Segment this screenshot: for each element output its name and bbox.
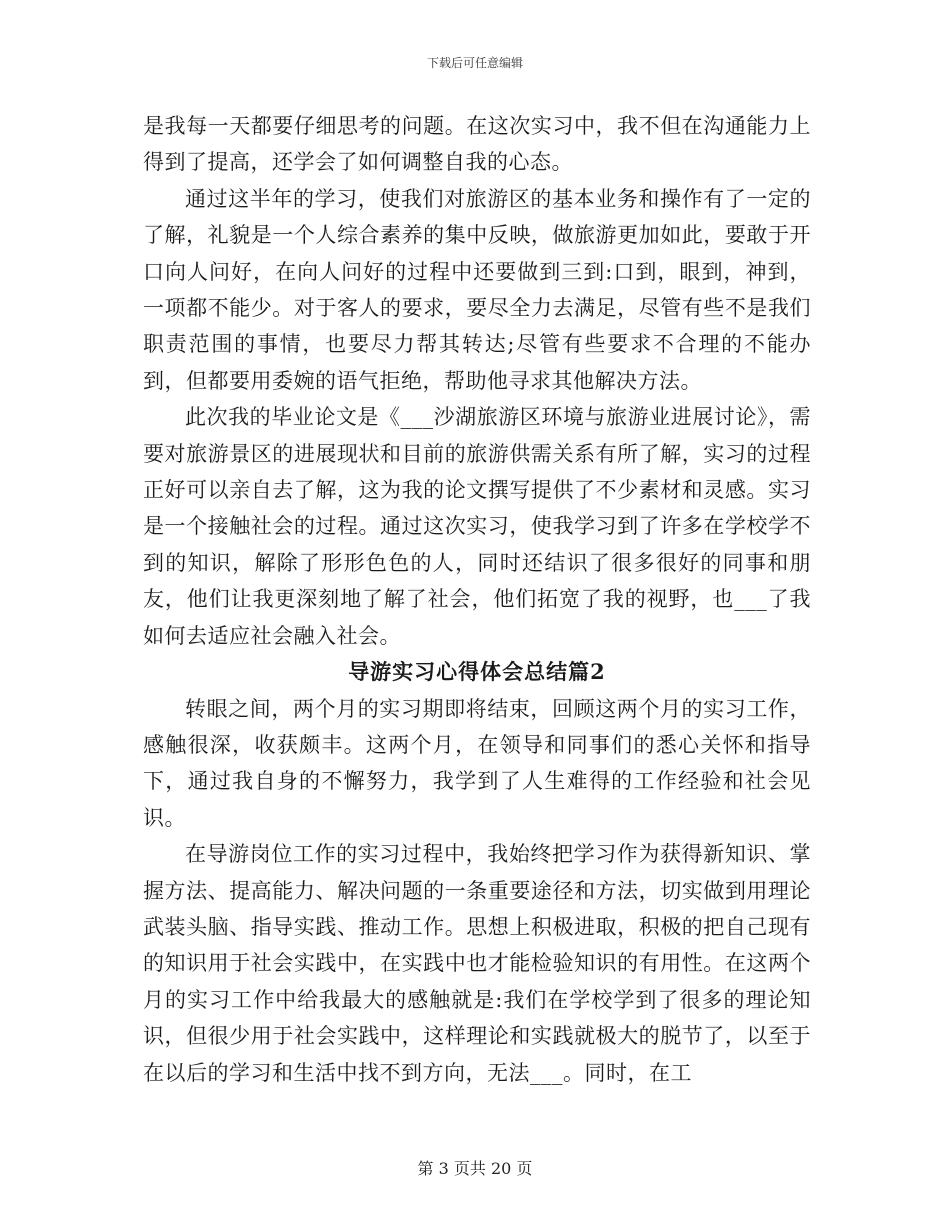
section-title: 导游实习心得体会总结篇2 xyxy=(348,659,606,685)
paragraph-continuation: 是我每一天都要仔细思考的问题。在这次实习中，我不但在沟通能力上得到了提高，还学会了如何调整自我的心态。 xyxy=(143,114,811,175)
document-body xyxy=(143,108,811,1091)
page-number: 第 3 页共 20 页 xyxy=(417,1159,533,1178)
paragraph-etiquette: 通过这半年的学习，使我们对旅游区的基本业务和操作有了一定的了解，礼貌是一个人综合素养的集中反映，做旅游更加如此，要敢于开口向人问好，在向人问好的过程中还要做到三到:口到，眼到，神到，一项都不能少。对于客人的要求，要尽全力去满足，尽管有些不是我们职责范围的事情，也要尽力帮其转达;尽管有些要求不合理的不能办到，但都要用委婉的语气拒绝，帮助他寻求其他解决方法。 xyxy=(143,186,811,393)
paragraph-learning: 在导游岗位工作的实习过程中，我始终把学习作为获得新知识、掌握方法、提高能力、解决问题的一条重要途径和方法，切实做到用理论武装头脑、指导实践、推动工作。思想上积极进取，积极的把自己现有的知识用于社会实践中，在实践中也才能检验知识的有用性。在这两个月的实习工作中给我最大的感触就是:我们在学校学到了很多的理论知识，但很少用于社会实践中，这样理论和实践就极大的脱节了，以至于在以后的学习和生活中找不到方向，无法___。同时，在工 xyxy=(143,842,811,1085)
paragraph-thesis: 此次我的毕业论文是《___沙湖旅游区环境与旅游业进展讨论》，需要对旅游景区的进展现状和目前的旅游供需关系有所了解，实习的过程正好可以亲自去了解，这为我的论文撰写提供了不少素材和灵感。实习是一个接触社会的过程。通过这次实习，使我学习到了许多在学校学不到的知识，解除了形形色色的人，同时还结识了很多很好的同事和朋友，他们让我更深刻地了解了社会，他们拓宽了我的视野，也___了我如何去适应社会融入社会。 xyxy=(143,405,811,648)
header-note: 下载后可任意编辑 xyxy=(426,56,523,70)
paragraph-review: 转眼之间，两个月的实习期即将结束，回顾这两个月的实习工作，感触很深，收获颇丰。这两个月，在领导和同事们的悉心关怀和指导下，通过我自身的不懈努力，我学到了人生难得的工作经验和社会见识。 xyxy=(143,696,811,830)
